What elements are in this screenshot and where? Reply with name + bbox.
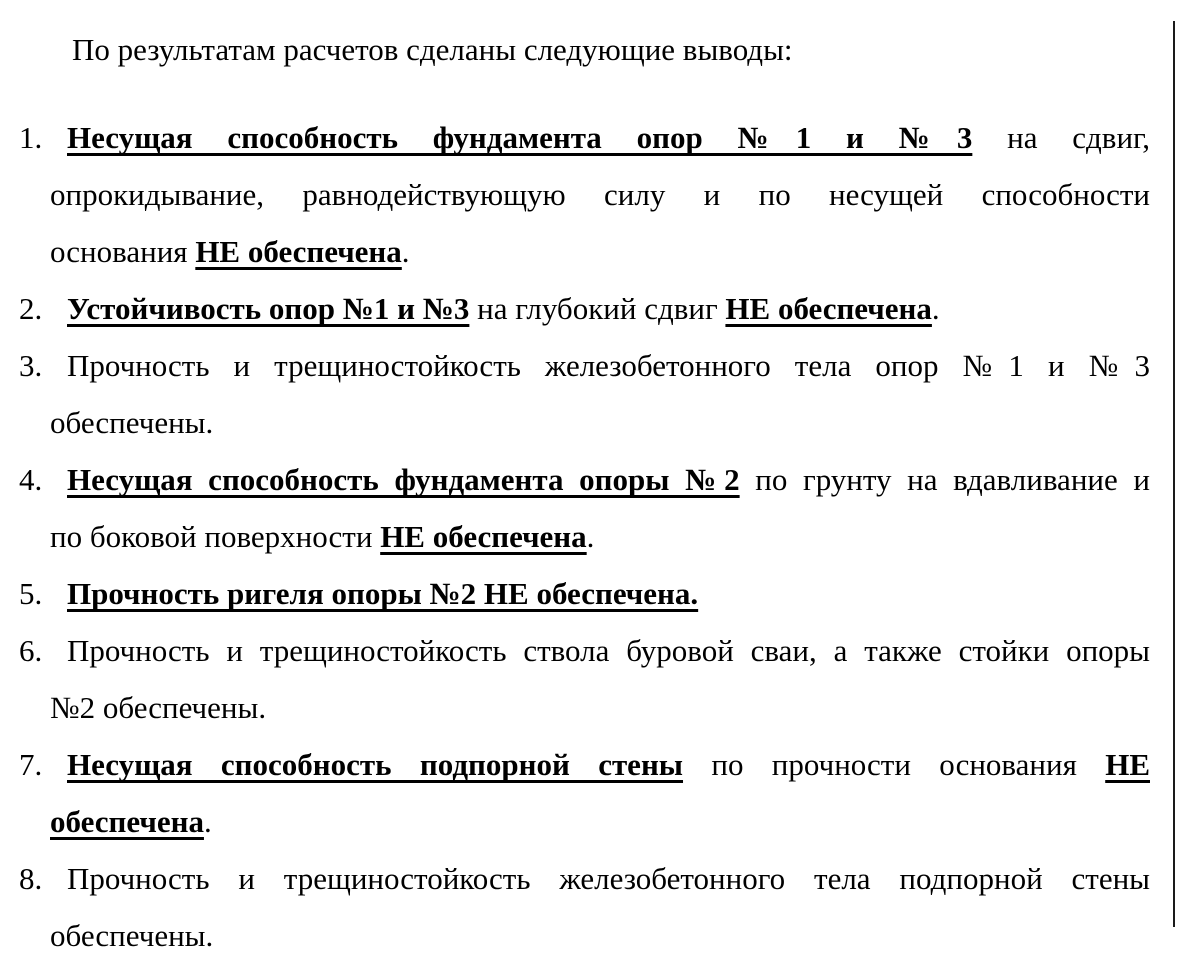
conclusions-list xyxy=(0,109,1179,964)
text-line xyxy=(50,166,1150,223)
text-run: обеспечена xyxy=(50,804,204,839)
text-run: . xyxy=(931,291,940,326)
text-line xyxy=(50,907,1150,964)
text-run: НЕ обеспечена xyxy=(725,291,932,326)
text-line xyxy=(50,223,1150,280)
table-cell-right-border xyxy=(1173,21,1175,927)
text-run: Устойчивость опор №1 и №3 xyxy=(67,291,470,326)
list-item-number: 7. xyxy=(19,747,43,782)
text-run: основания xyxy=(50,234,196,269)
text-run: №2 обеспечены. xyxy=(50,690,267,725)
list-item-number: 1. xyxy=(19,120,43,155)
text-run: НЕ обеспечена xyxy=(195,234,402,269)
text-line xyxy=(19,622,1150,679)
text-line xyxy=(19,280,1150,337)
text-run: Несущая способность фундамента опоры №2 xyxy=(67,462,740,497)
text-run: по боковой поверхности xyxy=(50,519,381,554)
text-line xyxy=(50,793,1150,850)
text-line xyxy=(19,109,1151,166)
text-run: по грунту на вдавливание и xyxy=(739,462,1150,497)
text-run: Несущая способность подпорной стены xyxy=(67,747,684,782)
list-item-number: 8. xyxy=(19,861,43,896)
text-run: на сдвиг, xyxy=(972,120,1151,155)
text-run: . xyxy=(401,234,410,269)
text-run: опрокидывание, равнодействующую силу и по несущей способности xyxy=(50,177,1150,212)
text-run: Прочность и трещиностойкость ствола буровой сваи, а также стойки опоры xyxy=(67,633,1150,668)
text-run: обеспечены. xyxy=(50,918,214,953)
document-page xyxy=(0,21,1179,953)
text-line xyxy=(50,508,1150,565)
text-line xyxy=(19,337,1150,394)
list-item-number: 4. xyxy=(19,462,43,497)
text-run: Прочность ригеля опоры №2 НЕ обеспечена. xyxy=(67,576,699,611)
list-item-number: 2. xyxy=(19,291,43,326)
intro-paragraph: По результатам расчетов сделаны следующие выводы: xyxy=(72,32,793,67)
text-line xyxy=(50,394,1150,451)
text-line xyxy=(50,679,1150,736)
text-run: на глубокий сдвиг xyxy=(469,291,726,326)
text-line xyxy=(19,736,1150,793)
text-run: Прочность и трещиностойкость железобетонного тела подпорной стены xyxy=(67,861,1150,896)
list-item-number: 3. xyxy=(19,348,43,383)
text-run: обеспечены. xyxy=(50,405,214,440)
list-item-number: 5. xyxy=(19,576,43,611)
text-line xyxy=(19,451,1150,508)
text-run: НЕ xyxy=(1105,747,1150,782)
text-line xyxy=(19,565,1150,622)
text-run: Несущая способность фундамента опор №1 и №3 xyxy=(67,120,973,155)
text-run: . xyxy=(586,519,595,554)
list-item-number: 6. xyxy=(19,633,43,668)
text-run: . xyxy=(203,804,212,839)
text-run: Прочность и трещиностойкость железобетонного тела опор №1 и №3 xyxy=(67,348,1150,383)
text-run: НЕ обеспечена xyxy=(380,519,587,554)
text-run: по прочности основания xyxy=(683,747,1106,782)
text-line xyxy=(19,850,1150,907)
